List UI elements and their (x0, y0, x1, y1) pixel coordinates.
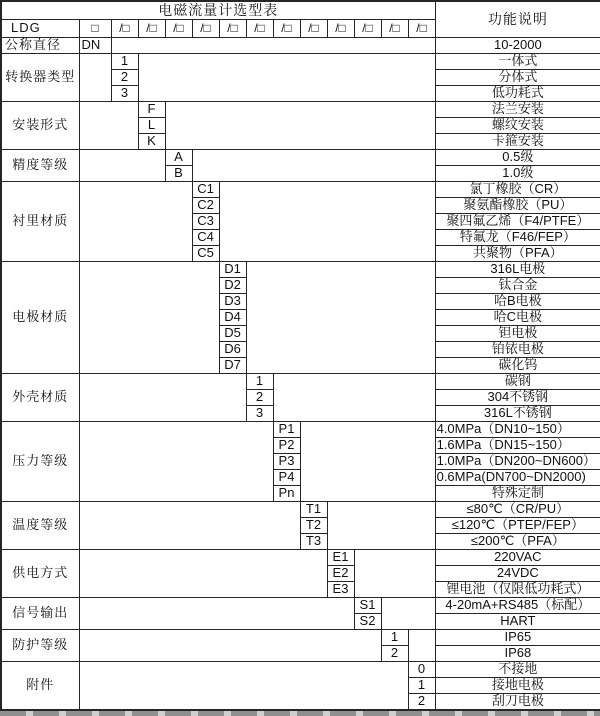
code-cell: C3 (192, 213, 219, 229)
code-cell: F (138, 101, 165, 117)
category-label: 精度等级 (1, 149, 79, 181)
function-desc-cell: 4-20mA+RS485（标配） (435, 597, 600, 613)
table-row (1, 597, 600, 613)
category-label: 防护等级 (1, 629, 79, 661)
code-cell: D4 (219, 309, 246, 325)
code-cell: L (138, 117, 165, 133)
model-slot: /□ (381, 19, 408, 37)
code-cell: 1 (246, 373, 273, 389)
code-cell: C1 (192, 181, 219, 197)
function-desc-cell: 铂铱电极 (435, 341, 600, 357)
function-desc-cell: 卡箍安装 (435, 133, 600, 149)
filler-cell (408, 629, 435, 661)
code-cell: C5 (192, 245, 219, 261)
function-desc-cell: 哈C电极 (435, 309, 600, 325)
function-desc-cell: 一体式 (435, 53, 600, 69)
code-cell: T2 (300, 517, 327, 533)
category-label: 公称直径 (1, 37, 79, 53)
function-desc-cell: 碳化钨 (435, 357, 600, 373)
code-cell: T1 (300, 501, 327, 517)
model-first-box: □ (79, 19, 111, 37)
code-cell: 2 (246, 389, 273, 405)
code-cell: 0 (408, 661, 435, 677)
code-cell: C4 (192, 229, 219, 245)
function-desc-cell: 氯丁橡胶（CR） (435, 181, 600, 197)
filler-cell (300, 421, 435, 501)
function-desc-cell: 1.0级 (435, 165, 600, 181)
code-cell: A (165, 149, 192, 165)
filler-cell (138, 53, 435, 101)
function-desc-cell: HART (435, 613, 600, 629)
filler-cell (246, 261, 435, 373)
table-row (1, 421, 600, 437)
code-cell: 2 (408, 693, 435, 710)
code-cell: 3 (246, 405, 273, 421)
filler-cell (327, 501, 435, 549)
function-desc-cell: 316L不锈钢 (435, 405, 600, 421)
table-row (1, 549, 600, 565)
function-desc-cell: 法兰安装 (435, 101, 600, 117)
function-desc-cell: 聚四氟乙烯（F4/PTFE） (435, 213, 600, 229)
filler-cell (79, 53, 111, 101)
filler-cell (354, 549, 435, 597)
table-row (1, 181, 600, 197)
category-label: 电极材质 (1, 261, 79, 373)
category-label: 附件 (1, 661, 79, 710)
code-cell: B (165, 165, 192, 181)
code-cell: S1 (354, 597, 381, 613)
function-desc-cell: ≤200℃（PFA） (435, 533, 600, 549)
function-desc-cell: 10-2000 (435, 37, 600, 53)
code-cell: D1 (219, 261, 246, 277)
table-row (1, 53, 600, 69)
function-desc-cell: 刮刀电极 (435, 693, 600, 710)
code-cell: P1 (273, 421, 300, 437)
category-label: 安装形式 (1, 101, 79, 149)
code-cell: D5 (219, 325, 246, 341)
filler-cell (79, 549, 327, 597)
model-prefix: LDG (1, 19, 79, 37)
function-desc-cell: 4.0MPa（DN10~150） (435, 421, 600, 437)
filler-cell (79, 373, 246, 421)
code-cell: E2 (327, 565, 354, 581)
filler-cell (79, 629, 381, 661)
function-desc-cell: IP65 (435, 629, 600, 645)
table-row (1, 37, 600, 53)
model-slot: /□ (165, 19, 192, 37)
filler-cell (165, 101, 435, 149)
function-desc-cell: 24VDC (435, 565, 600, 581)
function-desc-cell: 316L电极 (435, 261, 600, 277)
function-desc-cell: 共聚物（PFA） (435, 245, 600, 261)
model-slot: /□ (192, 19, 219, 37)
function-desc-cell: ≤80℃（CR/PU） (435, 501, 600, 517)
table-row (1, 501, 600, 517)
function-desc-cell: 特殊定制 (435, 485, 600, 501)
code-cell: D6 (219, 341, 246, 357)
filler-cell (79, 501, 300, 549)
filler-cell (79, 421, 273, 501)
code-cell: P3 (273, 453, 300, 469)
function-desc-cell: 钽电极 (435, 325, 600, 341)
code-cell: E3 (327, 581, 354, 597)
filler-cell (192, 149, 435, 181)
code-cell: D7 (219, 357, 246, 373)
model-slot: /□ (138, 19, 165, 37)
category-label: 信号输出 (1, 597, 79, 629)
function-desc-cell: 220VAC (435, 549, 600, 565)
filler-cell (219, 181, 435, 261)
table-row (1, 261, 600, 277)
function-desc-cell: IP68 (435, 645, 600, 661)
code-cell: E1 (327, 549, 354, 565)
function-desc-cell: 接地电极 (435, 677, 600, 693)
code-cell: K (138, 133, 165, 149)
code-cell: S2 (354, 613, 381, 629)
code-cell: 2 (111, 69, 138, 85)
function-desc-cell: 碳钢 (435, 373, 600, 389)
model-slot: /□ (111, 19, 138, 37)
filler-cell (79, 149, 165, 181)
filler-cell (79, 261, 219, 373)
category-label: 衬里材质 (1, 181, 79, 261)
filler-cell (79, 181, 192, 261)
function-desc-cell: 0.6MPa(DN700~DN2000) (435, 469, 600, 485)
category-label: 转换器类型 (1, 53, 79, 101)
function-desc-cell: 特氟龙（F46/FEP） (435, 229, 600, 245)
code-cell: C2 (192, 197, 219, 213)
filler-cell (79, 101, 138, 149)
category-label: 温度等级 (1, 501, 79, 549)
category-label: 供电方式 (1, 549, 79, 597)
model-slot: /□ (300, 19, 327, 37)
function-desc-cell: 304不锈钢 (435, 389, 600, 405)
code-cell: D3 (219, 293, 246, 309)
code-cell: T3 (300, 533, 327, 549)
function-desc-cell: 分体式 (435, 69, 600, 85)
code-cell: D2 (219, 277, 246, 293)
function-desc-cell: 锂电池（仅限低功耗式） (435, 581, 600, 597)
code-cell: 2 (381, 645, 408, 661)
filler-cell (381, 597, 435, 629)
function-desc-cell: 1.0MPa（DN200~DN600） (435, 453, 600, 469)
code-cell: 1 (381, 629, 408, 645)
filler-cell (273, 373, 435, 421)
table-row (1, 149, 600, 165)
function-desc-cell: ≤120℃（PTEP/FEP） (435, 517, 600, 533)
model-slot: /□ (327, 19, 354, 37)
filler-cell (79, 661, 408, 710)
code-cell: 3 (111, 85, 138, 101)
table-row (1, 629, 600, 645)
code-cell: 1 (111, 53, 138, 69)
title-row (1, 1, 600, 19)
filler-cell (111, 37, 435, 53)
model-slot: /□ (408, 19, 435, 37)
category-label: 外壳材质 (1, 373, 79, 421)
function-desc-cell: 螺纹安装 (435, 117, 600, 133)
table-row (1, 101, 600, 117)
function-desc-cell: 不接地 (435, 661, 600, 677)
table-title: 电磁流量计选型表 (1, 1, 435, 19)
model-slot: /□ (273, 19, 300, 37)
code-cell: 1 (408, 677, 435, 693)
model-slot: /□ (246, 19, 273, 37)
table-row (1, 373, 600, 389)
page-break-dashes (0, 711, 600, 716)
code-cell: P4 (273, 469, 300, 485)
function-column-header: 功能说明 (435, 1, 600, 37)
function-desc-cell: 哈B电极 (435, 293, 600, 309)
filler-cell (79, 597, 354, 629)
table-row (1, 661, 600, 677)
code-cell: P2 (273, 437, 300, 453)
model-slot: /□ (354, 19, 381, 37)
function-desc-cell: 低功耗式 (435, 85, 600, 101)
code-cell: Pn (273, 485, 300, 501)
function-desc-cell: 1.6MPa（DN15~150） (435, 437, 600, 453)
code-cell: DN (79, 37, 111, 53)
function-desc-cell: 0.5级 (435, 149, 600, 165)
function-desc-cell: 钛合金 (435, 277, 600, 293)
function-desc-cell: 聚氨酯橡胶（PU） (435, 197, 600, 213)
category-label: 压力等级 (1, 421, 79, 501)
model-slot: /□ (219, 19, 246, 37)
